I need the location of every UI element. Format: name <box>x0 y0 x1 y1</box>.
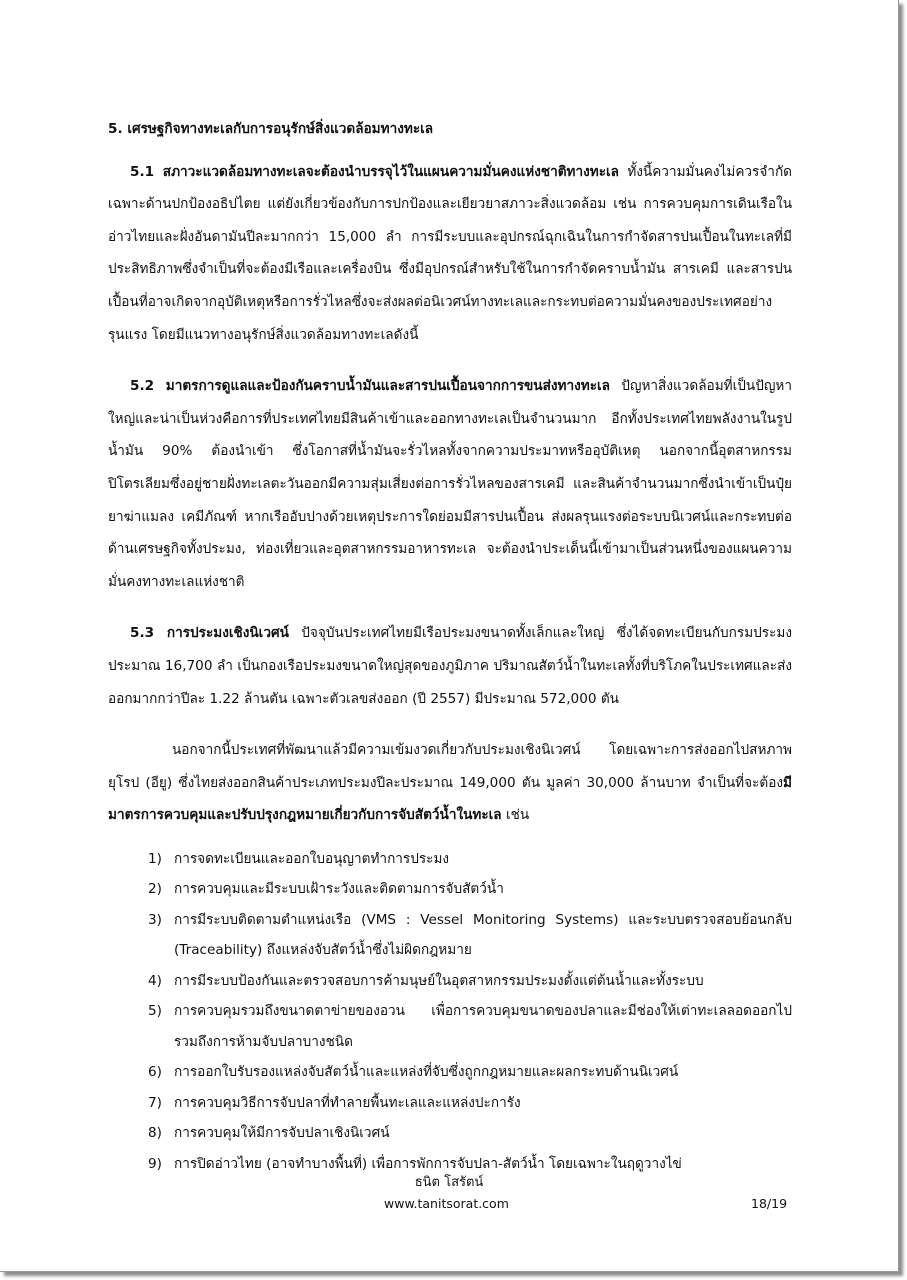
list-item <box>148 1118 792 1149</box>
list-item-number: 5) <box>148 1003 162 1020</box>
paragraph-export-eu-start: นอกจากนี้ประเทศที่พัฒนาแล้วมีความเข้มงวดเกี่ยวกับประมงเชิงนิเวศน์ โดยเฉพาะการส่งออกไปสหภาพยุโรป (อียู) ซึ่งไทยส่งออกสินค้าประเภทประมงปีละประมาณ 149,000 ตัน มูลค่า 30,000 ล้านบาท จำเป็นที่จะต้อง <box>108 742 792 791</box>
list-item <box>148 1057 792 1088</box>
list-item-text: การจดทะเบียนและออกใบอนุญาตทำการประมง <box>174 850 450 867</box>
list-item-text: การออกใบรับรองแหล่งจับสัตว์น้ำและแหล่งที่จับซึ่งถูกกฎหมายและผลกระทบด้านนิเวศน์ <box>174 1064 679 1081</box>
footer-website-link[interactable]: www.tanitsorat.com <box>384 1196 509 1211</box>
list-item <box>148 905 792 966</box>
paragraph-5-1 <box>108 156 792 352</box>
paragraph-5-2 <box>108 370 792 598</box>
paragraph-5-2-title: 5.2 มาตรการดูแลและป้องกันคราบน้ำมันและสารปนเปื้อนจากการขนส่งทางทะเล <box>130 378 610 395</box>
list-item-number: 9) <box>148 1155 162 1172</box>
list-item-text: การควบคุมให้มีการจับปลาเชิงนิเวศน์ <box>174 1125 390 1142</box>
list-item-text: การมีระบบป้องกันและตรวจสอบการค้ามนุษย์ในอุตสาหกรรมประมงตั้งแต่ต้นน้ำและทั้งระบบ <box>174 972 704 989</box>
list-item <box>148 966 792 997</box>
list-item-text: การปิดอ่าวไทย (อาจทำบางพื้นที่) เพื่อการพักการจับปลา-สัตว์น้ำ โดยเฉพาะในฤดูวางไข่ <box>174 1155 682 1172</box>
list-item-text: การควบคุมรวมถึงขนาดตาข่ายของอวน เพื่อการควบคุมขนาดของปลาและมีช่องให้เต่าทะเลลอดออกไปรวมถึงการห้ามจับปลาบางชนิด <box>174 1003 792 1050</box>
list-item-text: การควบคุมวิธีการจับปลาที่ทำลายพื้นทะเลและแหล่งปะการัง <box>174 1094 521 1111</box>
list-item-number: 7) <box>148 1094 162 1111</box>
list-item <box>148 844 792 875</box>
list-item <box>148 996 792 1057</box>
list-item-number: 4) <box>148 972 162 989</box>
paragraph-5-3-title: 5.3 การประมงเชิงนิเวศน์ <box>130 625 289 642</box>
page-content <box>108 113 792 1179</box>
list-item <box>148 1088 792 1119</box>
paragraph-5-3 <box>108 617 792 715</box>
paragraph-5-2-body: ปัญหาสิ่งแวดล้อมที่เป็นปัญหาใหญ่และน่าเป็นห่วงคือการที่ประเทศไทยมีสินค้าเข้าและออกทางทะเลเป็นจำนวนมาก อีกทั้งประเทศไทยพลังงานในรูปน้ำมัน 90% ต้องนำเข้า ซึ่งโอกาสที่น้ำมันจะรั่วไหลทั้งจากความประมาทหรืออุบัติเหตุ นอกจากนี้อุตสาหกรรมปิโตรเลียมซึ่งอยู่ชายฝั่งทะเลตะวันออกมีความสุ่มเสี่ยงต่อการรั่วไหลของสารเคมี และสินค้าจำนวนมากซึ่งนำเข้าเป็นปุ๋ย ยาฆ่าแมลง เคมีภัณฑ์ หากเรืออับปางด้วยเหตุประการใดย่อมมีสารปนเปื้อน ส่งผลรุนแรงต่อระบบนิเวศน์และกระทบต่อด้านเศรษฐกิจทั้งประมง, ท่องเที่ยวและอุตสาหกรรมอาหารทะเล จะต้องนำประเด็นนี้เข้ามาเป็นส่วนหนึ่งของแผนความมั่นคงทางทะเลแห่งชาติ <box>108 378 792 590</box>
footer-author: ธนิต โสรัตน์ <box>414 1175 484 1190</box>
paragraph-export-eu-end: เช่น <box>501 807 530 824</box>
paragraph-5-1-title: 5.1 สภาวะแวดล้อมทางทะเลจะต้องนำบรรจุไว้ในแผนความมั่นคงแห่งชาติทางทะเล <box>130 163 620 180</box>
list-item-number: 2) <box>148 881 162 898</box>
paragraph-export-eu-bold: มีมาตรการควบคุมและปรับปรุงกฎหมายเกี่ยวกับการจับสัตว์น้ำในทะเล <box>108 774 792 824</box>
list-item-text: การควบคุมและมีระบบเฝ้าระวังและติดตามการจับสัตว์น้ำ <box>174 881 504 898</box>
measures-list <box>108 844 792 1180</box>
list-item <box>148 874 792 905</box>
list-item-number: 3) <box>148 911 162 928</box>
page-number: 18/19 <box>751 1196 788 1211</box>
paragraph-export-eu <box>108 734 792 832</box>
list-item-text: การมีระบบติดตามตำแหน่งเรือ (VMS : Vessel Monitoring Systems) และระบบตรวจสอบย้อนกลับ (Traceability) ถึงแหล่งจับสัตว์น้ำซึ่งไม่ผิดกฎหมาย <box>174 911 792 959</box>
section-heading: 5. เศรษฐกิจทางทะเลกับการอนุรักษ์สิ่งแวดล้อมทางทะเล <box>108 121 434 137</box>
paragraph-5-1-body: ทั้งนี้ความมั่นคงไม่ควรจำกัดเฉพาะด้านปกป้องอธิปไตย แต่ยังเกี่ยวข้องกับการปกป้องและเยียวยาสภาวะสิ่งแวดล้อม เช่น การควบคุมการเดินเรือในอ่าวไทยและฝั่งอันดามันปีละมากกว่า 15,000 ลำ การมีระบบและอุปกรณ์ฉุกเฉินในการกำจัดสารปนเปื้อนในทะเลที่มีประสิทธิภาพซึ่งจำเป็นที่จะต้องมีเรือและเครื่องบิน ซึ่งมีอุปกรณ์สำหรับใช้ในการกำจัดคราบน้ำมัน สารเคมี และสารปนเปื้อนที่อาจเกิดจากอุบัติเหตุหรือการรั่วไหลซึ่งจะส่งผลต่อนิเวศน์ทางทะเลและกระทบต่อความมั่นคงของประเทศอย่างรุนแรง โดยมีแนวทางอนุรักษ์สิ่งแวดล้อมทางทะเลดังนี้ <box>108 163 792 343</box>
list-item-number: 6) <box>148 1064 162 1081</box>
list-item-number: 8) <box>148 1125 162 1142</box>
list-item-number: 1) <box>148 850 162 867</box>
paragraph-5-3-body: ปัจจุบันประเทศไทยมีเรือประมงขนาดทั้งเล็กและใหญ่ ซึ่งได้จดทะเบียนกับกรมประมงประมาณ 16,700 ลำ เป็นกองเรือประมงขนาดใหญ่สุดของภูมิภาค ปริมาณสัตว์น้ำในทะเลทั้งที่บริโภคในประเทศและส่งออกมากกว่าปีละ 1.22 ล้านตัน เฉพาะตัวเลขส่งออก (ปี 2557) มีประมาณ 572,000 ตัน <box>108 625 793 707</box>
